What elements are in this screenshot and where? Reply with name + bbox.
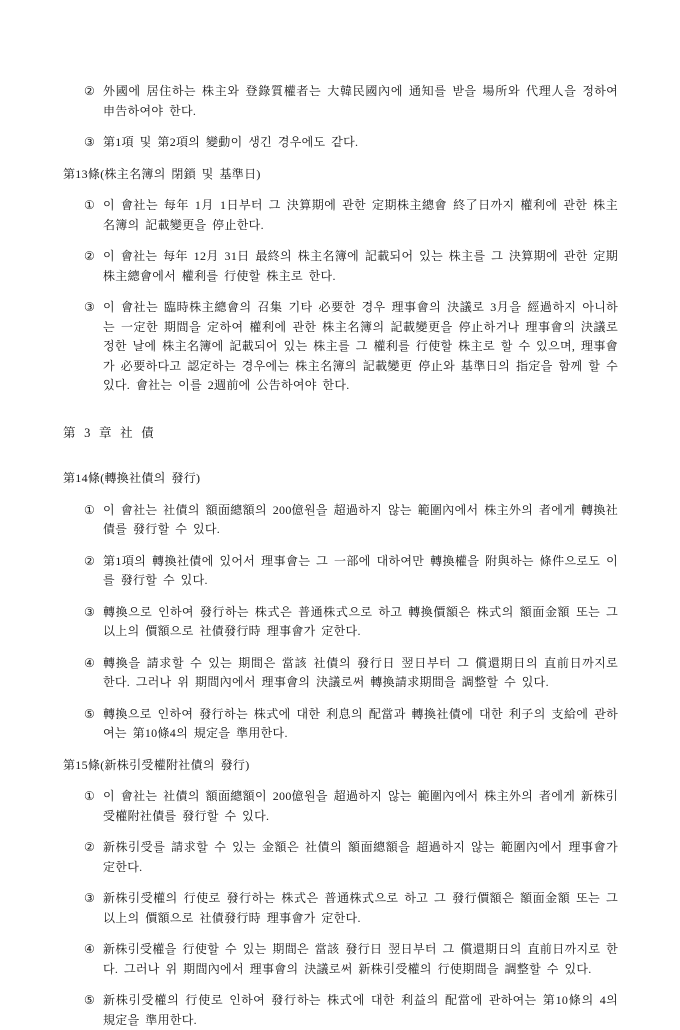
list-item [63, 838, 618, 877]
article-heading-text: 第14條(轉換社債의 發行) [63, 471, 201, 485]
item-marker: ③ [84, 300, 96, 314]
item-marker: ① [84, 789, 96, 803]
article-heading [63, 469, 618, 489]
item-marker: ② [84, 84, 96, 98]
item-text: 第1項의 轉換社債에 있어서 理事會는 그 一部에 대하여만 轉換權을 附與하는 條件으로도 이를 發行할 수 있다. [103, 553, 618, 587]
item-marker: ② [84, 553, 96, 568]
item-text: 이 會社는 臨時株主總會의 召集 기타 必要한 경우 理事會의 決議로 3月을 經過하지 아니하는 一定한 期間을 定하여 權利에 관한 株主名簿의 記載變更을 停止하거나 理事會의 決議로 정한 날에 株主名簿에 記載되어 있는 株主를 그 權利를 行使할 株主로 할 수 있으며, 理事會가 必要하다고 認定하는 경우에는 株主名簿의 記載變更 停止와 基準日의 指定을 함께 할 수 있다. 會社는 이를 2週前에 公告하여야 한다. [103, 300, 618, 392]
article-heading-text: 第13條(株主名簿의 閉鎖 및 基準日) [63, 166, 261, 181]
item-text: 轉換을 請求할 수 있는 期間은 當該 社債의 發行日 翌日부터 그 償還期日의 直前日까지로 한다. 그러나 위 期間內에서 理事會의 決議로써 轉換請求期間을 調整할 수 있다. [103, 655, 618, 689]
chapter-heading-text: 第 3 章 社 債 [63, 425, 156, 440]
list-item [63, 82, 618, 121]
item-marker: ③ [84, 604, 96, 619]
item-text: 新株引受權을 行使할 수 있는 期間은 當該 發行日 翌日부터 그 償還期日의 直前日까지로 한다. 그러나 위 期間內에서 理事會의 決議로써 新株引受權의 行使期間을 調整할 수 있다. [103, 942, 618, 976]
list-item [63, 654, 618, 693]
list-item [63, 247, 618, 286]
item-text: 外國에 居住하는 株主와 登錄質權者는 大韓民國內에 通知를 받을 場所와 代理人을 정하여 申告하여야 한다. [103, 84, 618, 118]
item-marker: ④ [84, 655, 96, 670]
item-text: 新株引受權의 行使로 發行하는 株式은 普通株式으로 하고 그 發行價額은 額面金額 또는 그 以上의 價額으로 社債發行時 理事會가 定한다. [103, 891, 618, 925]
list-item [63, 787, 618, 826]
item-text: 이 會社는 社債의 額面總額의 200億원을 超過하지 않는 範圍內에서 株主外의 者에게 轉換社債를 發行할 수 있다. [103, 502, 618, 536]
list-item [63, 940, 618, 979]
item-marker: ⑤ [84, 993, 96, 1007]
list-item [63, 991, 618, 1030]
list-item [63, 552, 618, 591]
item-marker: ③ [84, 891, 96, 905]
article-heading [63, 756, 618, 776]
item-text: 新株引受를 請求할 수 있는 金額은 社債의 額面總額을 超過하지 않는 範圍內에서 理事會가 定한다. [103, 840, 618, 874]
item-text: 轉換으로 인하여 發行하는 株式에 대한 利息의 配當과 轉換社債에 대한 利子의 支給에 관하여는 第10條4의 規定을 準用한다. [103, 706, 618, 740]
item-text: 新株引受權의 行使로 인하여 發行하는 株式에 대한 利益의 配當에 관하여는 第10條의 4의 規定을 準用한다. [103, 993, 618, 1027]
list-item [63, 501, 618, 540]
article-heading-text: 第15條(新株引受權附社債의 發行) [63, 757, 250, 772]
item-marker: ② [84, 840, 96, 854]
list-item [63, 603, 618, 642]
item-marker: ① [84, 198, 96, 212]
list-item [63, 705, 618, 744]
item-marker: ③ [84, 135, 96, 149]
item-text: 轉換으로 인하여 發行하는 株式은 普通株式으로 하고 轉換價額은 株式의 額面金額 또는 그 以上의 價額으로 社債發行時 理事會가 定한다. [103, 604, 618, 638]
item-marker: ② [84, 249, 96, 263]
item-marker: ⑤ [84, 706, 96, 721]
list-item [63, 889, 618, 928]
article-heading [63, 165, 618, 185]
item-text: 이 會社는 每年 1月 1日부터 그 決算期에 관한 定期株主總會 終了日까지 權利에 관한 株主名簿의 記載變更을 停止한다. [103, 198, 618, 232]
item-text: 이 會社는 社債의 額面總額이 200億원을 超過하지 않는 範圍內에서 株主外의 者에게 新株引受權附社債를 發行할 수 있다. [103, 789, 618, 823]
item-text: 이 會社는 每年 12月 31日 最終의 株主名簿에 記載되어 있는 株主를 그 決算期에 관한 定期株主總會에서 權利를 行使할 株主로 한다. [103, 249, 618, 283]
item-marker: ① [84, 502, 96, 517]
list-item [63, 133, 618, 153]
item-marker: ④ [84, 942, 96, 956]
list-item [63, 196, 618, 235]
chapter-heading [63, 424, 618, 444]
list-item [63, 298, 618, 396]
item-text: 第1項 및 第2項의 變動이 생긴 경우에도 같다. [103, 135, 359, 149]
